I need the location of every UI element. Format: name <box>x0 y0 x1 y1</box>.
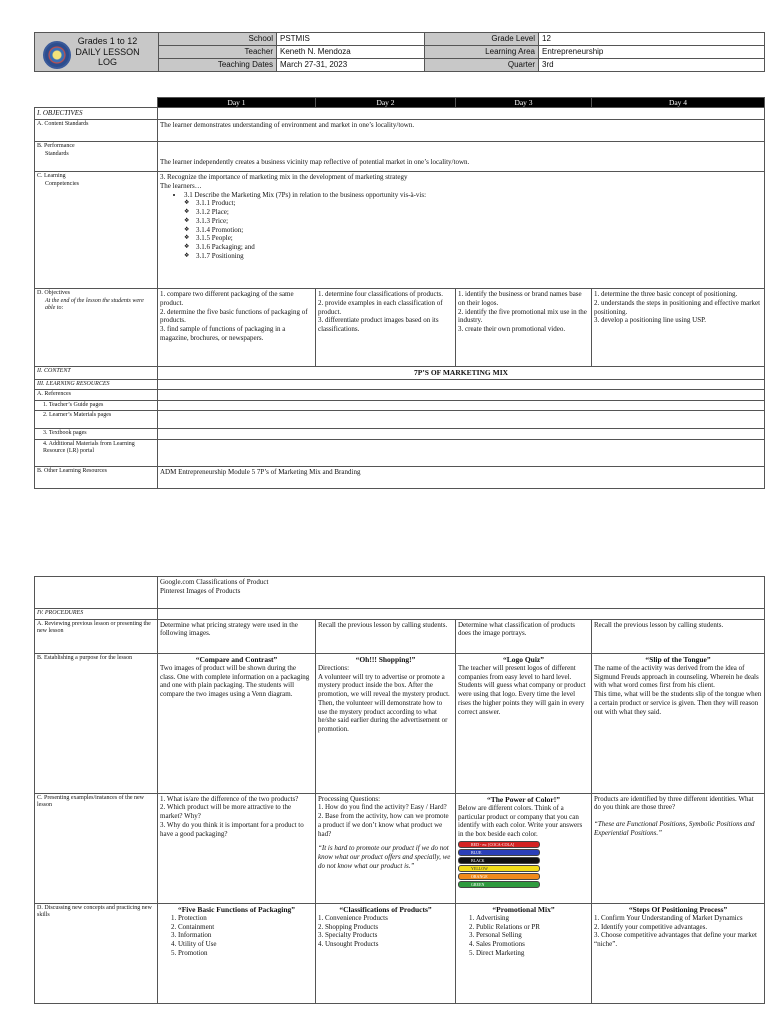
discussing-label: D. Discussing new concepts and practicing new skills <box>35 903 158 1003</box>
logo-line-3: LOG <box>97 57 117 68</box>
teachers-guide-fill <box>158 400 765 411</box>
competencies-label-2: Competencies <box>45 180 79 187</box>
product-class: 3. Specialty Products <box>318 931 378 940</box>
activity-title: “Slip of the Tongue” <box>645 654 711 664</box>
reviewing-day2: Recall the previous lesson by calling students. <box>316 619 456 653</box>
teacher-label: Teacher <box>159 46 277 59</box>
competencies-text <box>158 172 765 289</box>
presenting-day1: 1. What is/are the difference of the two products? 2. Which product will be more attractive to the market? Why? 3. Why do you think it is important for a product to have a good packaging? <box>158 793 316 903</box>
discussing-day1 <box>158 903 316 1003</box>
objectives-section: I. OBJECTIVES <box>35 108 158 120</box>
resources-section-fill <box>158 379 765 390</box>
packaging-function: 1. Protection <box>178 914 313 923</box>
color-label: BLACK <box>471 857 485 863</box>
color-label: ORANGE <box>471 873 488 879</box>
presenting-day3 <box>456 793 592 903</box>
color-label: BLUE <box>471 849 482 855</box>
dates-label: Teaching Dates <box>159 59 277 72</box>
promo-item: 2. Public Relations or PR <box>476 923 589 932</box>
color-list <box>458 841 589 888</box>
area-label: Learning Area <box>425 46 539 59</box>
objectives-day3: 1. identify the business or brand names base on their logos. 2. identify the five promotional mix use in the industry. 3. create their own promotional video. <box>456 289 592 367</box>
competency-intro: The learners… <box>160 181 202 190</box>
competency-item: ❖ 3.1.5 People; <box>196 234 762 243</box>
color-bar-green <box>458 881 540 888</box>
activity-text: Two images of product will be shown during the class. One with complete information on a packaging and one with plain packaging. The students will compare the two images using a Venn diagram. <box>160 663 310 699</box>
activity-title: “Oh!!! Shopping!” <box>355 654 416 664</box>
competency-item: ❖ 3.1.7 Positioning <box>196 252 762 261</box>
reviewing-day1: Determine what pricing strategy were used in the following images. <box>158 619 316 653</box>
processing-questions: Processing Questions: 1. How do you find the activity? Easy / Hard? 2. Base from the activity, how can we promote a product if we don’t know what product we had? <box>318 794 449 838</box>
resources-cont-text <box>158 577 765 609</box>
activity-title: “Steps Of Positioning Process” <box>628 904 728 914</box>
presenting-day2 <box>316 793 456 903</box>
day-header-2: Day 2 <box>316 98 456 108</box>
objectives-day4: 1. determine the three basic concept of positioning. 2. understands the steps in positioning and effective market positioning. 3. develop a positioning line using USP. <box>592 289 765 367</box>
grade-label: Grade Level <box>425 33 539 46</box>
color-bar-yellow <box>458 865 540 872</box>
discussing-day2 <box>316 903 456 1003</box>
competency-main: 3. Recognize the importance of marketing mix in the development of marketing strategy <box>160 173 408 182</box>
activity-text: Directions: A volunteer will try to advertise or promote a mystery product inside the box. After the promotion, we will reveal the mystery product. Then, the volunteer will demonstrate how to use the mystery product according to what he/she said earlier during the advertisement or promotion. <box>318 663 450 734</box>
reviewing-day4: Recall the previous lesson by calling students. <box>592 619 765 653</box>
purpose-day2 <box>316 653 456 793</box>
reviewing-day3: Determine what classification of products does the image portrays. <box>456 619 592 653</box>
performance-label-1: B. Performance <box>37 143 75 150</box>
resource-google: Google.com Classifications of Product <box>160 578 269 586</box>
color-label: GREEN <box>471 881 485 887</box>
presenting-label: C. Presenting examples/instances of the new lesson <box>35 793 158 903</box>
activity-title: “Five Basic Functions of Packaging” <box>177 904 296 914</box>
references-fill <box>158 390 765 401</box>
packaging-function: 2. Containment <box>178 923 313 932</box>
teachers-guide-label: 1. Teacher’s Guide pages <box>35 400 158 411</box>
grade-value: 12 <box>539 33 765 46</box>
lesson-table-page1 <box>34 97 765 489</box>
deped-seal-icon <box>43 41 71 69</box>
product-class: 1. Convenience Products <box>318 913 388 922</box>
color-label: RED - ex: [COCA-COLA] <box>471 841 515 847</box>
activity-text: Below are different colors. Think of a particular product or company that you can identify with each color. Write your answers in the box beside each color. <box>458 803 583 839</box>
discussing-day4 <box>592 903 765 1003</box>
objectives-label-1: D. Objectives <box>37 290 70 297</box>
lesson-table-page2 <box>34 576 765 1004</box>
procedures-section-fill <box>158 609 765 620</box>
competencies-label-1: C. Learning <box>37 173 66 180</box>
positioning-steps: 1. Confirm Your Understanding of Market Dynamics 2. Identify your competitive advantages. 3. Choose competitive advantages that define your market “niche”. <box>594 913 757 949</box>
competency-bullet: • 3.1 Describe the Marketing Mix (7Ps) in relation to the business opportunity vis-à-vis: <box>184 191 762 200</box>
purpose-day3 <box>456 653 592 793</box>
procedures-section: IV. PROCEDURES <box>35 609 158 620</box>
logo-line-2: DAILY LESSON <box>75 46 140 57</box>
activity-title: “Compare and Contrast” <box>195 654 278 664</box>
processing-quote: “It is hard to promote our product if we do not know what our product offers and specially, we do not know what our product is.” <box>318 844 451 870</box>
activity-text: The teacher will present logos of different companies from easy level to hard level. Students will guess what company or product were using that logo. Every time the level rises the higher points they will gain in every correct answer. <box>458 663 586 716</box>
reviewing-label: A. Reviewing previous lesson or presenting the new lesson <box>35 619 158 653</box>
quarter-value: 3rd <box>539 59 765 72</box>
color-bar-orange <box>458 873 540 880</box>
content-standards-label: A. Content Standards <box>35 120 158 142</box>
purpose-day1 <box>158 653 316 793</box>
school-value: PSTMIS <box>277 33 425 46</box>
teacher-value: Keneth N. Mendoza <box>277 46 425 59</box>
resources-section: III. LEARNING RESOURCES <box>35 379 158 390</box>
purpose-label: B. Establishing a purpose for the lesson <box>35 653 158 793</box>
learners-materials-label: 2. Learner’s Materials pages <box>35 411 158 429</box>
product-class: 2. Shopping Products <box>318 922 379 931</box>
competency-item: ❖ 3.1.6 Packaging; and <box>196 243 762 252</box>
promo-item: 5. Direct Marketing <box>476 949 589 958</box>
corner-cell <box>35 98 158 108</box>
promo-item: 4. Sales Promotions <box>476 940 589 949</box>
content-text: 7P’S OF MARKETING MIX <box>158 367 765 379</box>
additional-materials-label: 4. Additional Materials from Learning Resource (LR) portal <box>35 439 158 466</box>
presenting-day4 <box>592 793 765 903</box>
other-resources-label: B. Other Learning Resources <box>35 466 158 488</box>
objectives-day2: 1. determine four classifications of products. 2. provide examples in each classification of product. 3. differentiate product images based on its classifications. <box>316 289 456 367</box>
learners-materials-fill <box>158 411 765 429</box>
product-class: 4. Unsought Products <box>318 940 379 949</box>
competency-item: ❖ 3.1.3 Price; <box>196 217 762 226</box>
color-bar-black <box>458 857 540 864</box>
packaging-function: 4. Utility of Use <box>178 940 313 949</box>
objectives-section-fill <box>158 108 765 120</box>
color-label: YELLOW <box>471 865 488 871</box>
activity-title: “Classifications of Products” <box>339 904 432 914</box>
promo-item: 1. Advertising <box>476 914 589 923</box>
references-label: A. References <box>35 390 158 401</box>
objectives-label <box>35 289 158 367</box>
quarter-label: Quarter <box>425 59 539 72</box>
textbook-fill <box>158 429 765 440</box>
identities-quote: “These are Functional Positions, Symbolic Positions and Experiential Positions.” <box>594 820 755 837</box>
packaging-function: 5. Promotion <box>178 949 313 958</box>
performance-standards-text: The learner independently creates a business vicinity map reflective of potential market in one’s locality/town. <box>158 142 765 172</box>
other-resources-text: ADM Entrepreneurship Module 5 7P’s of Marketing Mix and Branding <box>158 466 765 488</box>
resource-pinterest: Pinterest Images of Products <box>160 586 241 595</box>
logo-line-1: Grades 1 to 12 <box>77 35 138 46</box>
objectives-day1: 1. compare two different packaging of the same product. 2. determine the five basic functions of packaging of products. 3. find sample of functions of packaging in a magazine, brochures, or newspapers. <box>158 289 316 367</box>
promo-item: 3. Personal Selling <box>476 931 589 940</box>
area-value: Entrepreneurship <box>539 46 765 59</box>
performance-label-2: Standards <box>45 150 69 157</box>
color-bar-blue <box>458 849 540 856</box>
content-standards-text: The learner demonstrates understanding of environment and market in one’s locality/town. <box>158 120 765 142</box>
purpose-day4 <box>592 653 765 793</box>
header-table <box>34 32 765 72</box>
activity-title: “The Power of Color!” <box>487 794 560 804</box>
content-section: II. CONTENT <box>35 367 158 379</box>
activity-text: The name of the activity was derived from the idea of Sigmund Freuds approach in counseling. Wherein he deals with what word comes first from his client. This time, what will be the students slip of the tongue when a certain product or service is given. Then they will reason out with what they said. <box>594 663 762 716</box>
dates-value: March 27-31, 2023 <box>277 59 425 72</box>
day-header-3: Day 3 <box>456 98 592 108</box>
school-label: School <box>159 33 277 46</box>
objectives-label-2: At the end of the lesson the students were able to: <box>45 297 144 312</box>
identities-question: Products are identified by three different identities. What do you think are those three? <box>594 794 754 812</box>
performance-standards-label <box>35 142 158 172</box>
competency-item: ❖ 3.1.4 Promotion; <box>196 226 762 235</box>
day-header-4: Day 4 <box>592 98 765 108</box>
resources-cont-label <box>35 577 158 609</box>
activity-title: “Promotional Mix” <box>492 904 555 914</box>
dll-logo-cell <box>35 33 159 72</box>
additional-materials-fill <box>158 439 765 466</box>
competencies-label <box>35 172 158 289</box>
textbook-label: 3. Textbook pages <box>35 429 158 440</box>
activity-title: “Logo Quiz” <box>502 654 545 664</box>
packaging-function: 3. Information <box>178 931 313 940</box>
competency-item: ❖ 3.1.1 Product; <box>196 199 762 208</box>
color-bar-red <box>458 841 540 848</box>
discussing-day3 <box>456 903 592 1003</box>
day-header-1: Day 1 <box>158 98 316 108</box>
competency-item: ❖ 3.1.2 Place; <box>196 208 762 217</box>
